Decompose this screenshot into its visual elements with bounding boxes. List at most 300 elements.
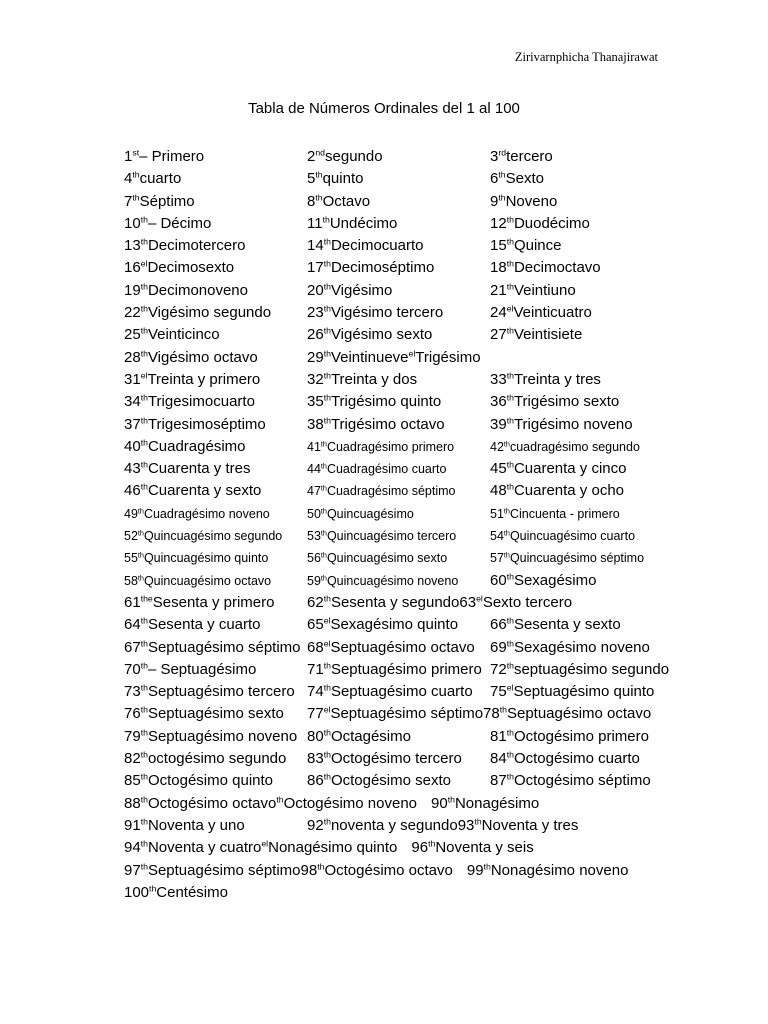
ordinal-number: 90 bbox=[431, 794, 448, 812]
ordinal-suffix: th bbox=[503, 506, 510, 516]
ordinal-entry bbox=[490, 480, 624, 502]
table-row bbox=[124, 503, 744, 525]
table-row bbox=[124, 637, 744, 659]
ordinal-word: Octogésimo noveno bbox=[283, 794, 418, 812]
ordinal-entry bbox=[490, 570, 596, 592]
ordinal-suffix: el bbox=[408, 348, 416, 359]
ordinal-entry bbox=[307, 302, 443, 324]
ordinal-word: Septuagésimo cuarto bbox=[330, 683, 473, 701]
table-row bbox=[124, 681, 744, 703]
ordinal-entry bbox=[124, 770, 273, 792]
ordinal-number: 59 bbox=[307, 573, 321, 588]
ordinal-suffix: th bbox=[320, 550, 327, 560]
ordinal-number: 1 bbox=[124, 148, 133, 165]
ordinal-entry bbox=[490, 503, 620, 525]
ordinal-word: Octagésimo bbox=[330, 727, 411, 745]
ordinal-word: Cuarenta y sexto bbox=[147, 482, 262, 500]
ordinal-number: 100 bbox=[124, 883, 150, 901]
ordinal-number: 17 bbox=[307, 259, 324, 277]
ordinal-suffix: th bbox=[320, 506, 327, 516]
ordinal-word: Septuagésimo primero bbox=[330, 660, 482, 678]
ordinal-word: Septuagésimo tercero bbox=[147, 683, 295, 701]
ordinal-entry bbox=[124, 637, 301, 659]
table-row bbox=[124, 369, 744, 391]
ordinal-suffix: th bbox=[140, 660, 148, 671]
ordinal-suffix: th bbox=[506, 571, 514, 581]
ordinal-suffix: th bbox=[140, 838, 148, 849]
ordinal-word: Quincuagésimo octavo bbox=[143, 573, 272, 588]
ordinal-suffix: th bbox=[140, 325, 148, 336]
ordinal-suffix: th bbox=[140, 704, 148, 715]
ordinal-suffix: th bbox=[320, 572, 327, 582]
table-row bbox=[124, 191, 744, 213]
ordinal-entry bbox=[124, 324, 220, 346]
table-row bbox=[124, 213, 744, 235]
ordinal-entry bbox=[490, 726, 649, 748]
ordinal-number: 15 bbox=[490, 237, 507, 255]
ordinal-entry bbox=[307, 458, 446, 480]
ordinal-entry bbox=[490, 280, 576, 302]
ordinal-word: Quincuagésimo sexto bbox=[326, 551, 448, 566]
ordinal-word: Trigesimocuarto bbox=[147, 393, 255, 411]
ordinal-word: Quincuagésimo noveno bbox=[326, 573, 459, 588]
ordinal-entry bbox=[490, 213, 590, 235]
ordinal-word: Octogésimo sexto bbox=[330, 772, 451, 790]
ordinal-suffix: th bbox=[503, 528, 510, 538]
ordinal-suffix: th bbox=[140, 727, 148, 738]
ordinal-suffix: th bbox=[323, 348, 331, 359]
ordinal-number: 78 bbox=[483, 705, 500, 723]
ordinal-number: 84 bbox=[490, 750, 507, 768]
ordinal-word: Trigésimo quinto bbox=[330, 393, 442, 411]
ordinal-entry bbox=[124, 837, 534, 859]
ordinal-suffix: th bbox=[140, 348, 148, 359]
ordinal-number: 85 bbox=[124, 772, 141, 790]
ordinal-suffix: th bbox=[323, 816, 331, 827]
ordinal-entry bbox=[490, 302, 592, 324]
ordinal-number: 16 bbox=[124, 259, 141, 277]
ordinal-entry bbox=[124, 302, 271, 324]
table-row bbox=[124, 458, 744, 480]
ordinal-entry bbox=[124, 570, 271, 592]
ordinal-number: 73 bbox=[124, 683, 141, 701]
ordinal-entry bbox=[490, 748, 640, 770]
table-row bbox=[124, 414, 744, 436]
ordinal-suffix: th bbox=[506, 392, 514, 403]
ordinal-entry bbox=[490, 369, 601, 391]
ordinal-word: Septuagésimo noveno bbox=[147, 727, 298, 745]
ordinal-entry bbox=[490, 191, 557, 213]
ordinal-entry bbox=[307, 213, 397, 235]
ordinal-number: 5 bbox=[307, 170, 316, 188]
ordinal-entry bbox=[124, 369, 260, 391]
ordinal-entry bbox=[124, 458, 250, 480]
ordinal-word: Septuagésimo quinto bbox=[513, 683, 655, 701]
ordinal-word: Sexto bbox=[505, 170, 544, 188]
ordinal-number: 54 bbox=[490, 529, 504, 544]
ordinal-entry bbox=[307, 414, 445, 436]
ordinal-word: Octogésimo séptimo bbox=[513, 772, 651, 790]
ordinal-entry bbox=[307, 146, 383, 168]
ordinal-word: Decimoséptimo bbox=[330, 259, 435, 277]
ordinal-word: Séptimo bbox=[139, 192, 195, 210]
table-row bbox=[124, 793, 744, 815]
ordinal-number: 2 bbox=[307, 148, 316, 165]
ordinal-suffix: th bbox=[140, 481, 148, 492]
ordinal-entry bbox=[124, 793, 539, 815]
ordinal-word: noventa y segundo bbox=[330, 816, 458, 834]
table-row bbox=[124, 525, 744, 547]
ordinal-entry bbox=[490, 414, 633, 436]
ordinal-suffix: th bbox=[506, 370, 514, 381]
ordinal-suffix: th bbox=[140, 236, 148, 247]
ordinal-entry bbox=[124, 257, 234, 279]
page-title: Tabla de Números Ordinales del 1 al 100 bbox=[248, 100, 520, 117]
ordinal-entry bbox=[124, 347, 258, 369]
ordinal-word: Trigésimo octavo bbox=[330, 415, 445, 433]
ordinal-suffix: th bbox=[140, 816, 148, 827]
ordinal-number: 71 bbox=[307, 660, 324, 678]
ordinal-suffix: th bbox=[498, 191, 506, 202]
ordinal-number: 40 bbox=[124, 437, 141, 455]
ordinal-suffix: th bbox=[140, 392, 148, 403]
ordinal-word: Centésimo bbox=[156, 883, 228, 901]
ordinal-suffix: th bbox=[140, 214, 148, 225]
ordinal-number: 12 bbox=[490, 214, 507, 232]
ordinal-entry bbox=[490, 614, 621, 636]
ordinal-number: 51 bbox=[490, 506, 504, 521]
ordinal-suffix: nd bbox=[315, 147, 326, 158]
ordinal-suffix: th bbox=[323, 303, 331, 314]
table-row bbox=[124, 347, 744, 369]
ordinal-word: Decimocuarto bbox=[330, 237, 424, 255]
ordinal-word: Nonagésimo bbox=[454, 794, 540, 812]
ordinal-entry bbox=[124, 525, 282, 547]
ordinal-suffix: th bbox=[498, 169, 506, 180]
table-row bbox=[124, 168, 744, 190]
ordinal-number: 35 bbox=[307, 393, 324, 411]
table-row bbox=[124, 837, 744, 859]
ordinal-suffix: th bbox=[323, 660, 331, 671]
ordinal-suffix: rd bbox=[498, 147, 507, 158]
ordinal-entry bbox=[307, 480, 456, 502]
ordinal-word: Cuadragésimo bbox=[147, 437, 246, 455]
ordinal-word: Quincuagésimo cuarto bbox=[509, 529, 636, 544]
ordinal-suffix: th bbox=[137, 572, 144, 582]
ordinal-suffix: th bbox=[323, 727, 331, 738]
ordinal-entry bbox=[124, 860, 628, 882]
ordinal-entry bbox=[490, 436, 640, 458]
table-row bbox=[124, 436, 744, 458]
table-row bbox=[124, 235, 744, 257]
table-row bbox=[124, 302, 744, 324]
ordinal-word: Noventa y seis bbox=[435, 839, 534, 857]
ordinal-word: Sexto tercero bbox=[482, 593, 573, 611]
ordinal-suffix: th bbox=[323, 281, 331, 292]
ordinal-suffix: th bbox=[140, 637, 148, 648]
ordinal-entry bbox=[124, 168, 181, 190]
ordinal-number: 19 bbox=[124, 281, 141, 299]
ordinal-entry bbox=[307, 191, 370, 213]
ordinal-number: 47 bbox=[307, 484, 321, 499]
ordinal-number: 65 bbox=[307, 616, 324, 634]
ordinal-number: 48 bbox=[490, 482, 507, 500]
ordinal-entry bbox=[124, 815, 245, 837]
ordinal-word: Cincuenta - primero bbox=[509, 506, 620, 521]
ordinal-word: Septuagésimo séptimo bbox=[147, 861, 301, 879]
table-row bbox=[124, 280, 744, 302]
ordinal-number: 98 bbox=[300, 861, 318, 879]
ordinal-entry bbox=[307, 235, 423, 257]
ordinal-suffix: th bbox=[506, 660, 514, 671]
ordinal-entry bbox=[307, 770, 451, 792]
ordinal-entry bbox=[124, 503, 270, 525]
ordinal-word: Sesenta y cuarto bbox=[147, 616, 261, 634]
table-row bbox=[124, 592, 744, 614]
table-row bbox=[124, 257, 744, 279]
ordinal-entry bbox=[307, 815, 578, 837]
ordinal-entry bbox=[124, 414, 266, 436]
ordinal-suffix: el bbox=[323, 637, 331, 648]
ordinal-suffix: the bbox=[140, 593, 153, 604]
ordinal-word: Vigésimo octavo bbox=[147, 348, 258, 366]
ordinal-entry bbox=[307, 391, 441, 413]
ordinal-word: Septuagésimo séptimo bbox=[330, 705, 484, 723]
ordinal-suffix: th bbox=[320, 461, 327, 471]
ordinal-entry bbox=[124, 191, 195, 213]
ordinal-number: 72 bbox=[490, 660, 507, 678]
ordinal-word: Septuagésimo sexto bbox=[147, 705, 284, 723]
ordinal-number: 10 bbox=[124, 214, 141, 232]
ordinal-entry bbox=[490, 391, 619, 413]
ordinal-suffix: th bbox=[506, 615, 514, 626]
table-row bbox=[124, 860, 744, 882]
ordinal-entry bbox=[124, 681, 295, 703]
ordinal-number: 3 bbox=[490, 148, 499, 165]
ordinal-number: 20 bbox=[307, 281, 324, 299]
ordinal-suffix: th bbox=[140, 749, 148, 760]
ordinal-suffix: th bbox=[140, 414, 148, 425]
ordinal-entry bbox=[124, 547, 268, 569]
ordinal-suffix: th bbox=[140, 303, 148, 314]
table-row bbox=[124, 570, 744, 592]
ordinal-word: Veinticinco bbox=[147, 326, 220, 344]
ordinal-number: 28 bbox=[124, 348, 141, 366]
ordinal-suffix: th bbox=[315, 169, 323, 180]
ordinal-word: Veintisiete bbox=[513, 326, 583, 344]
ordinal-suffix: th bbox=[323, 236, 331, 247]
table-row bbox=[124, 703, 744, 725]
ordinal-entry bbox=[124, 391, 255, 413]
ordinal-entry bbox=[307, 347, 481, 369]
ordinal-entry bbox=[307, 748, 462, 770]
table-row bbox=[124, 324, 744, 346]
ordinal-word: Quince bbox=[513, 237, 562, 255]
ordinal-number: 31 bbox=[124, 370, 141, 388]
ordinal-suffix: th bbox=[506, 258, 514, 269]
ordinal-number: 39 bbox=[490, 415, 507, 433]
ordinal-suffix: th bbox=[323, 258, 331, 269]
ordinal-entry bbox=[490, 547, 644, 569]
ordinal-word: Duodécimo bbox=[513, 214, 590, 232]
ordinal-word: Vigésimo tercero bbox=[330, 304, 444, 322]
ordinal-word: Octavo bbox=[322, 192, 371, 210]
ordinal-entry bbox=[490, 168, 544, 190]
ordinal-number: 60 bbox=[490, 571, 507, 589]
ordinal-number: 79 bbox=[124, 727, 141, 745]
ordinal-entry bbox=[490, 324, 582, 346]
ordinal-number: 27 bbox=[490, 326, 507, 344]
ordinal-suffix: el bbox=[140, 370, 148, 381]
ordinal-number: 81 bbox=[490, 727, 507, 745]
table-row bbox=[124, 770, 744, 792]
ordinal-number: 80 bbox=[307, 727, 324, 745]
ordinal-word: Octogésimo quinto bbox=[147, 772, 274, 790]
ordinal-number: 4 bbox=[124, 170, 133, 188]
ordinal-suffix: th bbox=[323, 392, 331, 403]
ordinal-suffix: th bbox=[323, 593, 331, 604]
table-row bbox=[124, 391, 744, 413]
ordinal-word: quinto bbox=[322, 170, 364, 188]
ordinal-number: 45 bbox=[490, 460, 507, 478]
ordinal-word: Octogésimo primero bbox=[513, 727, 649, 745]
ordinal-suffix: th bbox=[140, 615, 148, 626]
ordinal-suffix: th bbox=[506, 236, 514, 247]
ordinal-word: Noventa y uno bbox=[147, 816, 245, 834]
ordinal-number: 46 bbox=[124, 482, 141, 500]
ordinal-word: Octogésimo octavo bbox=[324, 861, 453, 879]
ordinal-word: Veintinueve bbox=[330, 348, 409, 366]
ordinal-word: Quincuagésimo segundo bbox=[143, 529, 283, 544]
ordinal-number: 69 bbox=[490, 638, 507, 656]
ordinal-entry bbox=[307, 681, 473, 703]
ordinal-word: Sexagésimo noveno bbox=[513, 638, 650, 656]
ordinal-suffix: th bbox=[323, 771, 331, 782]
ordinal-suffix: st bbox=[132, 147, 140, 158]
ordinal-entry bbox=[124, 659, 256, 681]
ordinal-entry bbox=[307, 570, 458, 592]
ordinal-suffix: th bbox=[320, 528, 327, 538]
ordinal-word: septuagésimo segundo bbox=[513, 660, 670, 678]
ordinal-entry bbox=[490, 458, 627, 480]
ordinal-suffix: th bbox=[140, 459, 148, 470]
ordinal-word: Quincuagésimo tercero bbox=[326, 529, 457, 544]
ordinal-number: 99 bbox=[466, 861, 484, 879]
ordinal-word: segundo bbox=[325, 148, 383, 165]
ordinal-entry bbox=[124, 480, 261, 502]
ordinal-suffix: th bbox=[140, 437, 148, 448]
ordinal-suffix: th bbox=[506, 281, 514, 292]
ordinal-suffix: th bbox=[506, 727, 514, 738]
ordinal-suffix: th bbox=[499, 704, 507, 715]
ordinal-suffix: th bbox=[323, 414, 331, 425]
ordinal-number: 57 bbox=[490, 551, 504, 566]
ordinal-entry bbox=[490, 681, 654, 703]
ordinal-word: – Primero bbox=[139, 148, 205, 165]
ordinal-suffix: th bbox=[323, 682, 331, 693]
ordinal-entry bbox=[490, 235, 561, 257]
ordinal-word: Vigésimo sexto bbox=[330, 326, 433, 344]
ordinal-entry bbox=[307, 525, 456, 547]
table-row bbox=[124, 748, 744, 770]
ordinal-suffix: th bbox=[140, 793, 148, 804]
table-row bbox=[124, 547, 744, 569]
ordinal-suffix: th bbox=[320, 483, 327, 493]
ordinal-suffix: th bbox=[506, 214, 514, 225]
table-row bbox=[124, 659, 744, 681]
ordinal-number: 13 bbox=[124, 237, 141, 255]
ordinal-number: 26 bbox=[307, 326, 324, 344]
ordinal-word: – Septuagésimo bbox=[147, 660, 257, 678]
ordinal-word: Octogésimo tercero bbox=[330, 750, 462, 768]
ordinal-number: 22 bbox=[124, 304, 141, 322]
ordinal-number: 18 bbox=[490, 259, 507, 277]
ordinal-word: Septuagésimo octavo bbox=[506, 705, 652, 723]
ordinal-word: Cuadragésimo primero bbox=[326, 439, 455, 454]
ordinal-table bbox=[124, 146, 744, 904]
ordinal-word: Treinta y primero bbox=[147, 370, 261, 388]
table-row bbox=[124, 480, 744, 502]
ordinal-word: Noveno bbox=[505, 192, 558, 210]
ordinal-number: 42 bbox=[490, 439, 504, 454]
ordinal-word: Cuarenta y tres bbox=[147, 460, 251, 478]
ordinal-word: Octogésimo cuarto bbox=[513, 750, 640, 768]
ordinal-number: 52 bbox=[124, 529, 138, 544]
ordinal-entry bbox=[307, 168, 363, 190]
ordinal-entry bbox=[307, 369, 417, 391]
ordinal-word: Decimoctavo bbox=[513, 259, 601, 277]
ordinal-entry bbox=[307, 503, 414, 525]
ordinal-entry bbox=[124, 726, 297, 748]
ordinal-entry bbox=[307, 257, 434, 279]
ordinal-word: Sexagésimo bbox=[513, 571, 597, 589]
table-row bbox=[124, 614, 744, 636]
ordinal-number: 68 bbox=[307, 638, 324, 656]
ordinal-number: 82 bbox=[124, 750, 141, 768]
ordinal-word: Sesenta y sexto bbox=[513, 616, 621, 634]
ordinal-word: octogésimo segundo bbox=[147, 750, 287, 768]
ordinal-suffix: el bbox=[323, 704, 331, 715]
ordinal-word: Decimotercero bbox=[147, 237, 246, 255]
ordinal-suffix: th bbox=[503, 550, 510, 560]
ordinal-number: 97 bbox=[124, 861, 141, 879]
ordinal-suffix: th bbox=[506, 459, 514, 470]
ordinal-word: Sesenta y primero bbox=[152, 593, 275, 611]
ordinal-number: 41 bbox=[307, 439, 321, 454]
ordinal-number: 87 bbox=[490, 772, 507, 790]
ordinal-number: 49 bbox=[124, 506, 138, 521]
ordinal-number: 96 bbox=[411, 839, 429, 857]
ordinal-number: 33 bbox=[490, 370, 507, 388]
ordinal-suffix: th bbox=[320, 439, 327, 449]
ordinal-word: Sexagésimo quinto bbox=[330, 616, 459, 634]
ordinal-suffix: th bbox=[506, 325, 514, 336]
ordinal-number: 44 bbox=[307, 462, 321, 477]
ordinal-entry bbox=[307, 659, 482, 681]
ordinal-word: Quincuagésimo bbox=[326, 506, 414, 521]
table-row bbox=[124, 815, 744, 837]
ordinal-number: 76 bbox=[124, 705, 141, 723]
ordinal-suffix: el bbox=[476, 593, 483, 604]
ordinal-suffix: el bbox=[140, 258, 148, 269]
ordinal-suffix: el bbox=[506, 303, 514, 314]
ordinal-word: Cuadragésimo cuarto bbox=[326, 462, 447, 477]
ordinal-suffix: th bbox=[140, 682, 148, 693]
ordinal-number: 8 bbox=[307, 192, 316, 210]
ordinal-number: 61 bbox=[124, 593, 141, 611]
ordinal-entry bbox=[124, 280, 248, 302]
ordinal-word: Trigésimo sexto bbox=[513, 393, 620, 411]
